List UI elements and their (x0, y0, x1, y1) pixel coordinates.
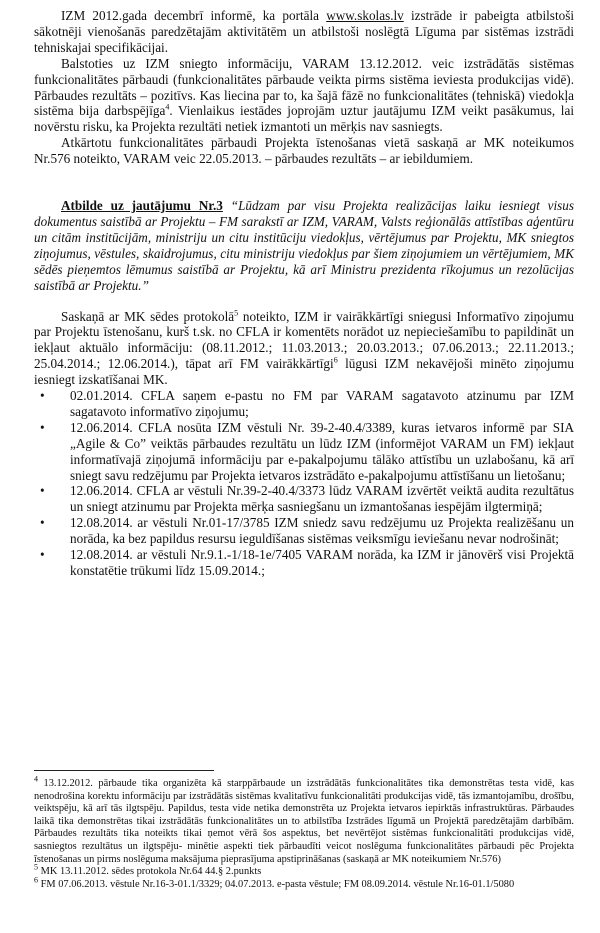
list-item-text: 12.08.2014. ar vēstuli Nr.01-17/3785 IZM sniedz savu redzējumu uz Projekta realizēšanu un norāda, ka bez papildus resursu ieguldīšanas sistēmas veiksmīgu ieviešanu nevar nodrošināt; (70, 515, 574, 547)
paragraph-text: Balstoties uz IZM sniegto informāciju, VARAM 13.12.2012. veic izstrādātās sistēmas funkcionalitātes pārbaudi (funkcionalitātes pārbaude veikta pirms sistēma ieviesta produkcijas vidē). Pārbaudes rezultāts – pozitīvs. Kas liecina par to, ka šajā fāzē no funkcionalitātes (tehniskā) viedokļa sistēma bija darbspējīga (34, 55, 574, 119)
paragraph-text: noteikto, IZM ir vairākkārtīgi sniegusi Informatīvo ziņojumu par Projektu īstenošanu, kurš t.sk. no CFLA ir komentēts norādot uz nepieciešamību to papildināt un iekļaut aktuālo informāciju: (08.11.2012.; 11.03.2013.; 20.03.2013.; 07.06.2013.; 22.11.2013.; 25.04.2014.; 12.06.2014.), tāpat arī FM vairākkārtīgi (34, 308, 574, 372)
bullet-icon: • (40, 419, 45, 435)
list-item (34, 483, 574, 515)
footnote-ref-4[interactable]: 4 (165, 103, 170, 113)
bullet-icon: • (40, 483, 45, 499)
footnote-4 (34, 774, 574, 866)
footnote-text: MK 13.11.2012. sēdes protokola Nr.64 44.§ 2.punkts (38, 866, 262, 878)
list-item (34, 420, 574, 484)
question-3-title: Atbilde uz jautājumu Nr.3 (61, 198, 223, 214)
list-item-text: 12.08.2014. ar vēstuli Nr.9.1.-1/18-1e/7405 VARAM norāda, ka IZM ir jānovērš visi Projektā konstatētie trūkumi līdz 15.09.2014.; (70, 547, 574, 578)
question-3-block (34, 198, 574, 293)
paragraph-repeat-check (34, 135, 574, 167)
list-item (34, 388, 574, 420)
bullet-icon: • (40, 515, 45, 531)
paragraph-text: IZM 2012.gada decembrī informē, ka portāla (61, 8, 327, 23)
footnote-text: 13.12.2012. pārbaude tika organizēta kā starppārbaude un izstrādātās funkcionalitātes tika demonstrētas testa vidē, kas nenodrošina korektu informāciju par izstrādātās sistēmas kvalitatīvu funkcionalitāti produkcijas vidē, tās izmantojamību, drošību, veiktspēju, kā arī tās ilgtspēju. Papildus, testa vide netika demonstrēta uz Projekta ietvaros iepirktās infrastruktūras. Pārbaudes laikā tika demonstrētas tikai izstrādātās funkcionalitātes un to atbilstība Izstrādes līgumā un Projektā paredzētajām darbībām. Pārbaudes rezultāts tika noteikts tikai ņemot vērā šos aspektus, bet nevērtējot sistēmas funkcionalitāti produkcijas vidē, sasniegtos rezultātus un ilgtspēju- minētie aspekti tiek pārbaudīti veicot noslēguma funkcionalitātes pārbaudi pēc Projekta īstenošanas un pirms noslēguma maksājuma pieprasījuma apstiprināšanas (saskaņā ar MK noteikumiem Nr.576) (34, 778, 574, 865)
paragraph-text: lūgusi IZM nekavējoši minēto ziņojumu iesniegt izskatīšanai MK. (34, 356, 575, 388)
skolas-link[interactable]: www.skolas.lv (326, 8, 404, 23)
footnote-ref-6[interactable]: 6 (333, 355, 338, 365)
paragraph-mk-protocol (34, 309, 574, 389)
footnote-ref-5[interactable]: 5 (234, 308, 239, 318)
footnote-number: 4 (34, 774, 38, 784)
paragraph-varam-check (34, 56, 574, 136)
bullet-icon: • (40, 388, 45, 404)
paragraph-text: Saskaņā ar MK sēdes protokolā (61, 308, 235, 324)
document-body (34, 8, 574, 579)
paragraph-text: izstrāde ir pabeigta atbilstoši sākotnēji vienošanās paredzētajām aktivitātēm un atbilstoši noslēgtā Līguma par sistēmas izstrādi tehniskajai specifikācijai. (34, 8, 574, 55)
paragraph-text: Atkārtotu funkcionalitātes pārbaudi Projekta īstenošanas vietā saskaņā ar MK noteikumos Nr.576 noteikto, VARAM veic 22.05.2013. – pārbaudes rezultāts – ar iebildumiem. (34, 135, 574, 167)
list-item (34, 515, 574, 547)
event-list (34, 388, 574, 579)
footnote-text: FM 07.06.2013. vēstule Nr.16-3-01.1/3329; 04.07.2013. e-pasta vēstule; FM 08.09.2014. vēstule Nr.16-01.1/5080 (38, 878, 515, 890)
bullet-icon: • (40, 547, 45, 563)
footnote-number: 6 (34, 875, 38, 885)
list-item-text: 02.01.2014. CFLA saņem e-pastu no FM par VARAM sagatavoto atzinumu par IZM sagatavoto informatīvo ziņojumu; (70, 388, 574, 419)
footnote-5 (34, 862, 574, 879)
footnotes (34, 774, 574, 891)
list-item-text: 12.06.2014. CFLA ar vēstuli Nr.39-2-40.4/3373 lūdz VARAM izvērtēt veiktā audita rezultātus un sniegt atzinumu par Projekta mērķa sasniegšanu un izmantošanas iespējām ilgtermiņā; (70, 483, 574, 515)
footnote-separator (34, 770, 214, 771)
list-item-text: 12.06.2014. CFLA nosūta IZM vēstuli Nr. 39-2-40.4/3389, kuras ietvaros informē par SIA „Agile & Co” veiktās pārbaudes rezultātu un lūdz IZM (informējot VARAM un FM) iekļaut informatīvajā ziņojumā informāciju par e-pakalpojumu tālāko attīstību un uzlabošanu, kā arī sniegt savu redzējumu par Projekta ietvaros izstrādāto e-pakalpojumu attīstīšanu un lietošanu; (70, 419, 574, 483)
footnote-6 (34, 875, 574, 892)
paragraph-portal-status (34, 8, 574, 56)
list-item (34, 547, 574, 579)
footnote-number: 5 (34, 862, 38, 872)
question-3-text: “Lūdzam par visu Projekta realizācijas laiku iesniegt visus dokumentus saistībā ar Projektu – FM sarakstī ar IZM, VARAM, Valsts reģionālās attīstības aģentūru un citām institūcijām, ministriju un citu institūciju viedokļus, vērtējumus par Projektu, MK sniegtos ziņojumus, vēstules, skaidrojumus, citu ministriju viedokļus par šiem ziņojumiem un vērtējumiem, MK sēdēs pieņemtos lēmumus saistībā ar Projektu, kā arī Ministru prezidenta rīkojumus un rezolūcijas saistībā ar Projektu.” (34, 198, 575, 293)
paragraph-text: . Vienlaikus iestādes joprojām uztur jautājumu IZM veikt pasākumus, lai novērstu risku, ka Projekta rezultāti netiek izmantoti un mērķis nav sasniegts. (34, 103, 574, 135)
